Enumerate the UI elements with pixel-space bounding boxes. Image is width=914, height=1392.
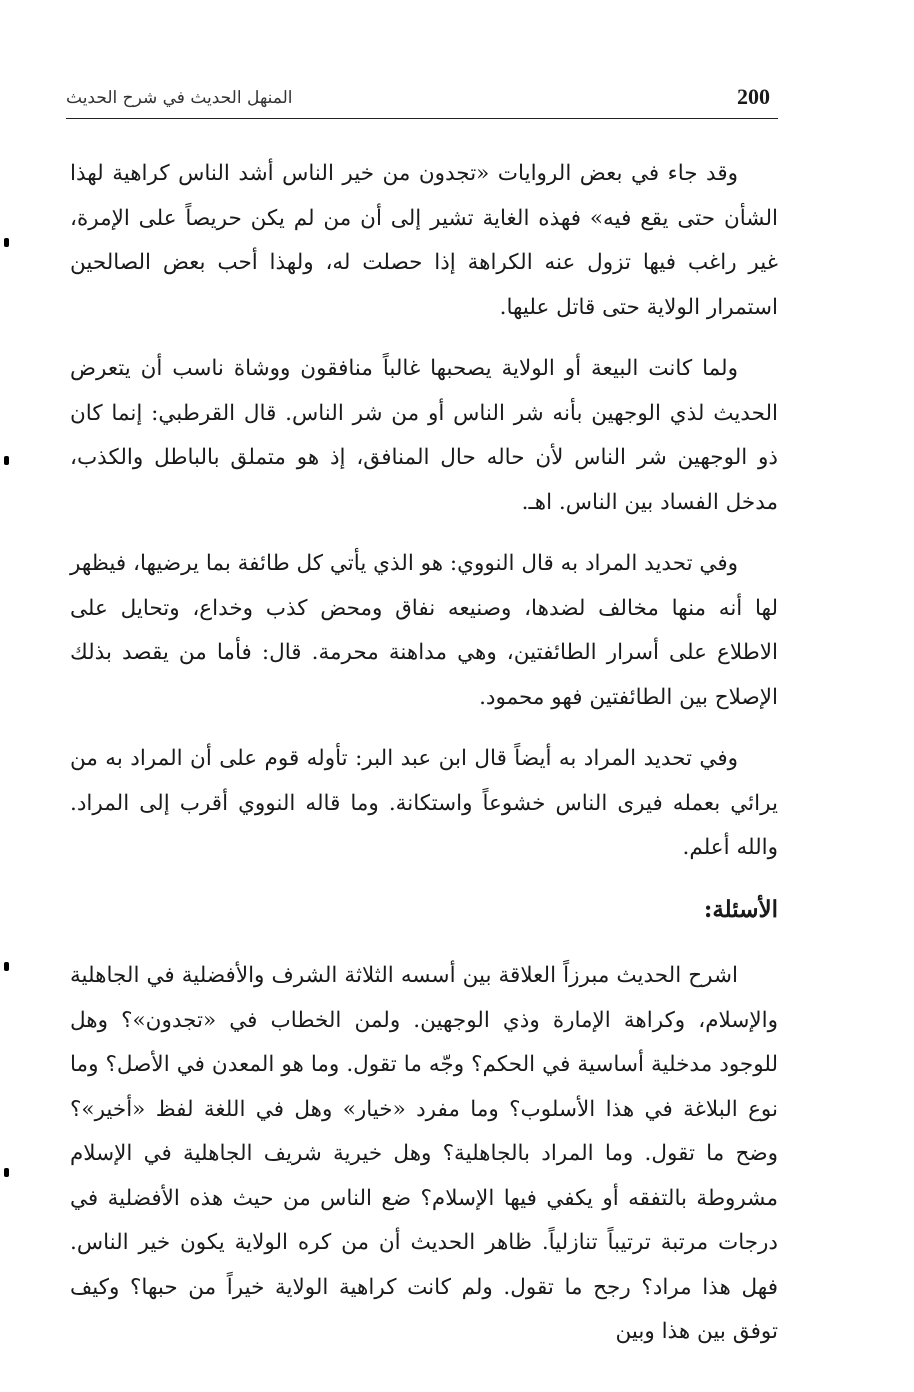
margin-mark	[4, 962, 9, 971]
page-number: 200	[737, 84, 770, 109]
questions-heading: الأسئلة:	[703, 895, 778, 923]
header-divider	[66, 118, 778, 119]
running-title: المنهل الحديث في شرح الحديث	[66, 88, 293, 108]
margin-mark	[4, 238, 9, 247]
questions-paragraph: اشرح الحديث مبرزاً العلاقة بين أسسه الثلاثة الشرف والأفضلية في الجاهلية والإسلام، وكراهة الإمارة وذي الوجهين. ولمن الخطاب في «تجدون»؟ وهل للوجود مدخلية أساسية في الحكم؟ وجّه ما تقول. وما هو المعدن في الأصل؟ وما نوع البلاغة في هذا الأسلوب؟ وما مفرد «خيار» وهل في اللغة لفظ «أخير»؟ وضح ما تقول. وما المراد بالجاهلية؟ وهل خيرية شريف الجاهلية في الإسلام مشروطة بالتفقه أو يكفي فيها الإسلام؟ ضع الناس من حيث هذه الأفضلية في درجات مرتبة ترتيباً تنازلياً. ظاهر الحديث أن من كره الولاية يكون خير الناس. فهل هذا مراد؟ رجح ما تقول. ولم كانت كراهية الولاية خيراً من حبها؟ وكيف توفق بين هذا وبين	[70, 963, 778, 1344]
body-text	[70, 152, 778, 1355]
paragraph-4: وفي تحديد المراد به أيضاً قال ابن عبد البر: تأوله قوم على أن المراد به من يرائي بعمله فيرى الناس خشوعاً واستكانة. وما قاله النووي أقرب إلى المراد. والله أعلم.	[70, 746, 778, 860]
margin-mark	[4, 1168, 9, 1177]
margin-mark	[4, 456, 9, 465]
paragraph-3: وفي تحديد المراد به قال النووي: هو الذي يأتي كل طائفة بما يرضيها، فيظهر لها أنه منها مخالف لضدها، وصنيعه نفاق ومحض كذب وخداع، وتحايل على الاطلاع على أسرار الطائفتين، وهي مداهنة محرمة. قال: فأما من يقصد بذلك الإصلاح بين الطائفتين فهو محمود.	[70, 551, 778, 710]
page-header	[66, 80, 778, 116]
paragraph-1: وقد جاء في بعض الروايات «تجدون من خير الناس أشد الناس كراهية لهذا الشأن حتى يقع فيه» فهذه الغاية تشير إلى أن من لم يكن حريصاً على الإمرة، غير راغب فيها تزول عنه الكراهة إذا حصلت له، ولهذا أحب بعض الصالحين استمرار الولاية حتى قاتل عليها.	[70, 161, 778, 320]
paragraph-2: ولما كانت البيعة أو الولاية يصحبها غالباً منافقون ووشاة ناسب أن يتعرض الحديث لذي الوجهين بأنه شر الناس أو من شر الناس. قال القرطبي: إنما كان ذو الوجهين شر الناس لأن حاله حال المنافق، إذ هو متملق بالباطل والكذب، مدخل الفساد بين الناس. اهـ.	[70, 356, 778, 515]
